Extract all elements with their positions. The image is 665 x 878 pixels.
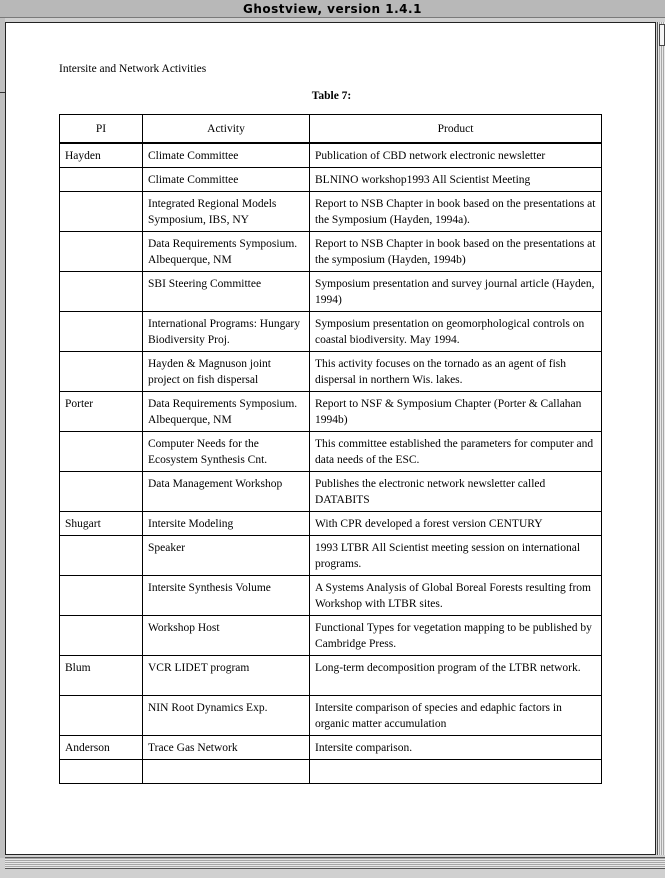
table-caption: Table 7: [311,90,352,102]
activity-cell [143,760,310,784]
table-row [60,143,602,168]
table-header-row [60,115,602,144]
table-row [60,192,602,232]
product-cell: Report to NSB Chapter in book based on the presentations at the Symposium (Hayden, 1994a). [310,192,602,232]
pi-cell [60,192,143,232]
activity-cell: Hayden & Magnuson joint project on fish dispersal [143,352,310,392]
pi-cell: Shugart [60,512,143,536]
activity-cell: Data Requirements Symposium. Albequerque, NM [143,232,310,272]
pi-cell [60,272,143,312]
table-row [60,656,602,696]
pi-cell: Anderson [60,736,143,760]
pi-cell [60,352,143,392]
vertical-scrollbar-thumb[interactable] [659,24,665,46]
product-cell: This committee established the parameters for computer and data needs of the ESC. [310,432,602,472]
activity-cell: SBI Steering Committee [143,272,310,312]
horizontal-scrollbar[interactable] [5,857,665,869]
column-header-product: Product [310,115,602,144]
window-title-bar[interactable] [0,0,665,18]
product-cell: 1993 LTBR All Scientist meeting session on international programs. [310,536,602,576]
product-cell: BLNINO workshop1993 All Scientist Meeting [310,168,602,192]
activity-cell: Integrated Regional Models Symposium, IBS, NY [143,192,310,232]
pi-cell [60,760,143,784]
table-row [60,472,602,512]
pi-cell [60,696,143,736]
activity-cell: Climate Committee [143,143,310,168]
activity-cell: Speaker [143,536,310,576]
product-cell: Intersite comparison of species and edaphic factors in organic matter accumulation [310,696,602,736]
pi-cell [60,616,143,656]
document-page[interactable] [5,22,656,855]
product-cell: With CPR developed a forest version CENTURY [310,512,602,536]
activity-cell: Intersite Modeling [143,512,310,536]
product-cell: Report to NSF & Symposium Chapter (Porter & Callahan 1994b) [310,392,602,432]
column-header-pi: PI [60,115,143,144]
product-cell: Long-term decomposition program of the LTBR network. [310,656,602,696]
column-header-activity: Activity [143,115,310,144]
activity-cell: Trace Gas Network [143,736,310,760]
table-row [60,168,602,192]
table-row [60,536,602,576]
table-row [60,760,602,784]
product-cell: Intersite comparison. [310,736,602,760]
product-cell: Publishes the electronic network newsletter called DATABITS [310,472,602,512]
pi-cell: Hayden [60,143,143,168]
product-cell: Symposium presentation and survey journal article (Hayden, 1994) [310,272,602,312]
activity-cell: Computer Needs for the Ecosystem Synthesis Cnt. [143,432,310,472]
product-cell: Report to NSB Chapter in book based on the presentations at the symposium (Hayden, 1994b) [310,232,602,272]
table-row [60,392,602,432]
product-cell: This activity focuses on the tornado as an agent of fish dispersal in northern Wis. lakes. [310,352,602,392]
activity-cell: International Programs: Hungary Biodiversity Proj. [143,312,310,352]
pi-cell [60,536,143,576]
activity-cell: Data Management Workshop [143,472,310,512]
pi-cell: Porter [60,392,143,432]
activity-cell: Workshop Host [143,616,310,656]
section-heading: Intersite and Network Activities [59,63,207,75]
product-cell: A Systems Analysis of Global Boreal Forests resulting from Workshop with LTBR sites. [310,576,602,616]
activity-cell: Intersite Synthesis Volume [143,576,310,616]
table-row [60,576,602,616]
table-row [60,512,602,536]
table-row [60,272,602,312]
table-row [60,736,602,760]
table-row [60,232,602,272]
table-row [60,352,602,392]
pi-cell: Blum [60,656,143,696]
vertical-scrollbar[interactable] [657,22,665,855]
pi-cell [60,472,143,512]
activities-table [59,114,602,784]
pi-cell [60,576,143,616]
product-cell: Symposium presentation on geomorphological controls on coastal biodiversity. May 1994. [310,312,602,352]
pi-cell [60,232,143,272]
table-row [60,312,602,352]
product-cell: Functional Types for vegetation mapping to be published by Cambridge Press. [310,616,602,656]
table-row [60,696,602,736]
activity-cell: VCR LIDET program [143,656,310,696]
pi-cell [60,168,143,192]
pi-cell [60,432,143,472]
activity-cell: Climate Committee [143,168,310,192]
activity-cell: NIN Root Dynamics Exp. [143,696,310,736]
window-title: Ghostview, version 1.4.1 [243,2,422,16]
activity-cell: Data Requirements Symposium. Albequerque, NM [143,392,310,432]
table-row [60,432,602,472]
pi-cell [60,312,143,352]
table-row [60,616,602,656]
product-cell: Publication of CBD network electronic newsletter [310,143,602,168]
product-cell [310,760,602,784]
